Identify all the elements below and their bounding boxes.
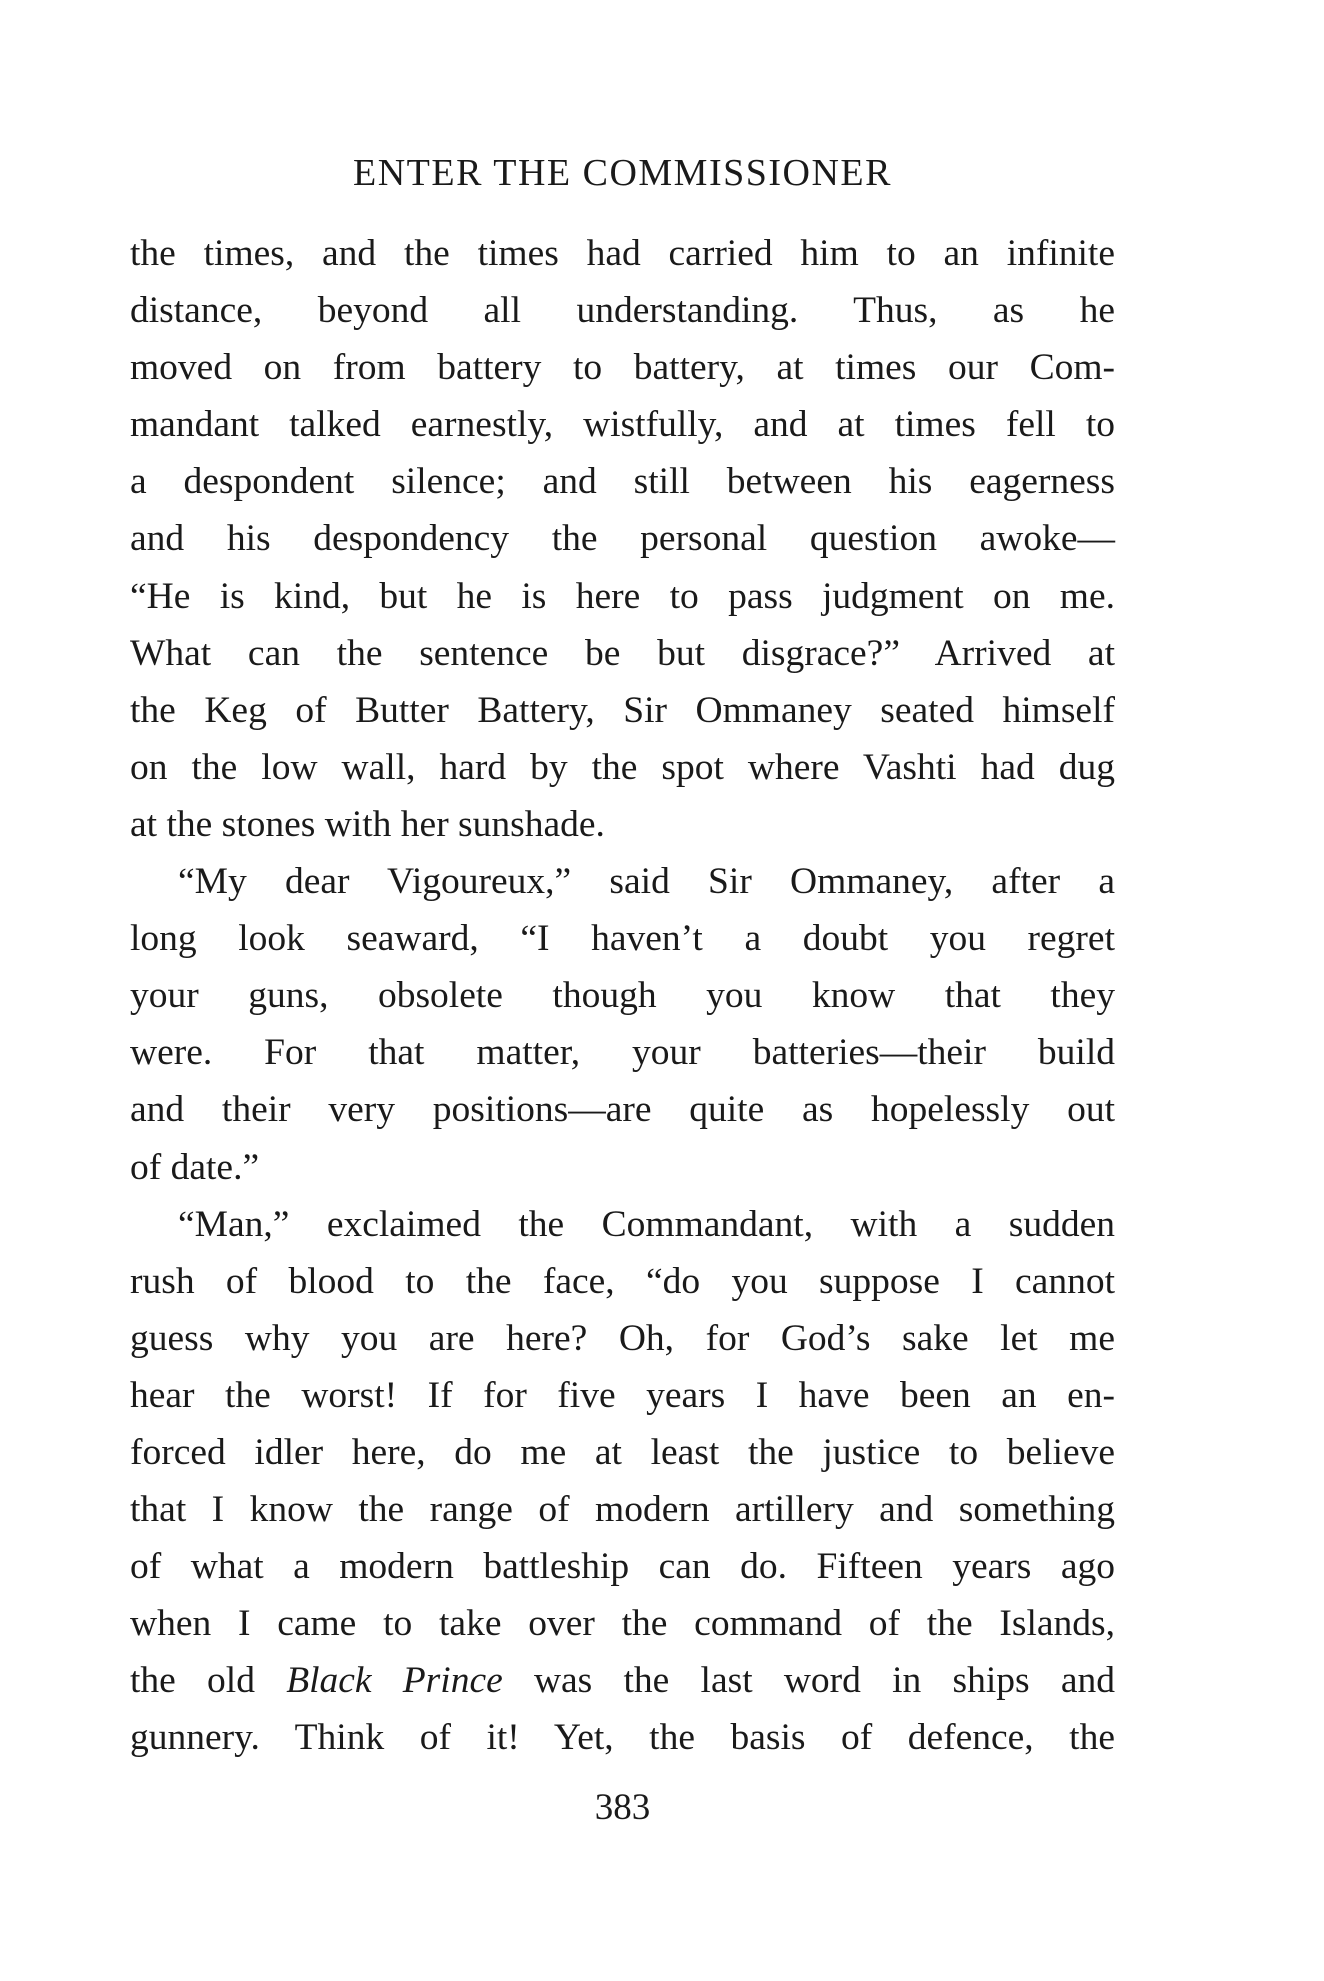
ship-name: Black Prince: [286, 1660, 503, 1702]
text-line: hear the worst! If for five years I have been an en-: [130, 1374, 1115, 1416]
running-head: ENTER THE COMMISSIONER: [353, 152, 892, 194]
page-number: 383: [594, 1787, 651, 1828]
text-line: rush of blood to the face, “do you suppose I cannot: [130, 1260, 1115, 1302]
text-line: at the stones with her sunshade.: [130, 803, 605, 845]
text-line: What can the sentence be but disgrace?” Arrived at: [130, 632, 1115, 674]
text-line: mandant talked earnestly, wistfully, and at times fell to: [130, 404, 1115, 446]
text-fragment: the old: [130, 1660, 287, 1702]
text-line: distance, beyond all understanding. Thus, as he: [130, 290, 1115, 332]
text-line: [130, 1652, 1115, 1709]
text-line: and their very positions—are quite as hopelessly out: [130, 1089, 1115, 1131]
text-line: were. For that matter, your batteries—their build: [130, 1032, 1115, 1074]
text-line: “Man,” exclaimed the Commandant, with a sudden: [178, 1203, 1115, 1245]
text-line: moved on from battery to battery, at times our Com-: [130, 347, 1115, 389]
text-line: long look seaward, “I haven’t a doubt you regret: [130, 918, 1115, 960]
text-line: that I know the range of modern artillery and something: [130, 1489, 1115, 1531]
body-text: [130, 225, 1115, 1767]
text-line: your guns, obsolete though you know that they: [130, 975, 1115, 1017]
text-line: when I came to take over the command of the Islands,: [130, 1603, 1115, 1645]
text-fragment: was the last word in ships and: [502, 1660, 1115, 1702]
text-line: a despondent silence; and still between his eagerness: [130, 461, 1115, 503]
text-line: and his despondency the personal question awoke—: [130, 518, 1115, 560]
text-line: “He is kind, but he is here to pass judgment on me.: [130, 575, 1115, 617]
book-page: [130, 0, 1115, 1981]
text-line: the Keg of Butter Battery, Sir Ommaney seated himself: [130, 689, 1115, 731]
text-line: forced idler here, do me at least the justice to believe: [130, 1431, 1115, 1473]
text-line: “My dear Vigoureux,” said Sir Ommaney, after a: [178, 861, 1115, 903]
text-line: the times, and the times had carried him to an infinite: [130, 233, 1115, 274]
text-line: guess why you are here? Oh, for God’s sake let me: [130, 1317, 1115, 1359]
text-line: gunnery. Think of it! Yet, the basis of defence, the: [130, 1717, 1115, 1759]
text-line: of what a modern battleship can do. Fifteen years ago: [130, 1546, 1115, 1588]
text-line: of date.”: [130, 1146, 260, 1188]
text-line: on the low wall, hard by the spot where Vashti had dug: [130, 746, 1115, 788]
